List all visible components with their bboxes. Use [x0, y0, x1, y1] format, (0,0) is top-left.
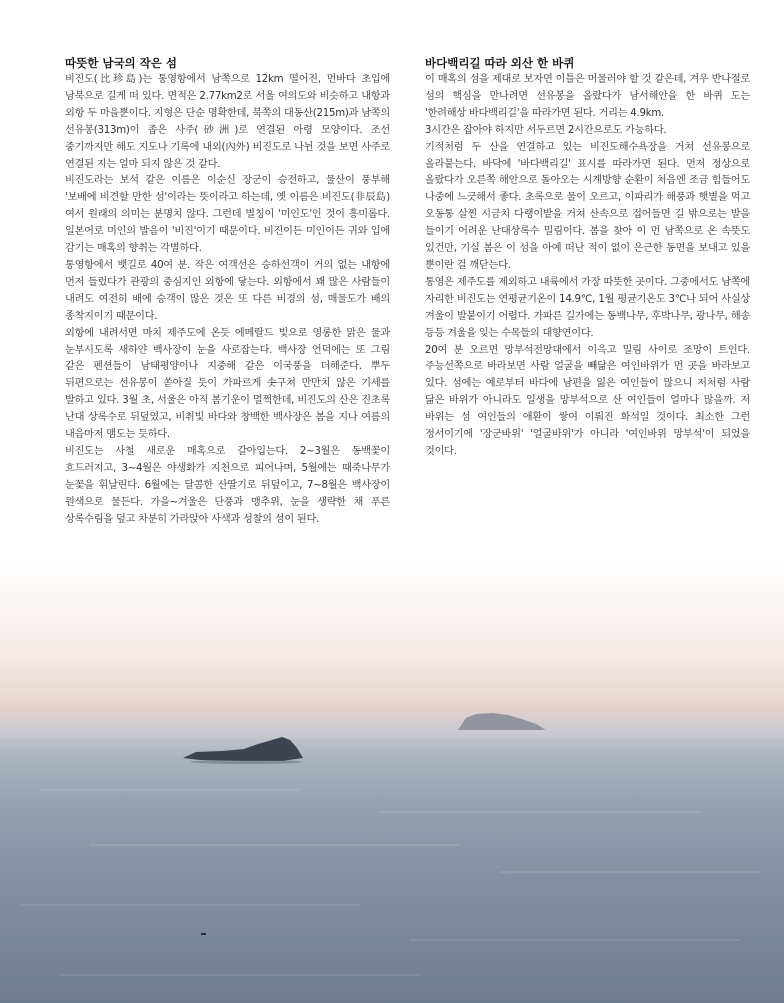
island-reflection — [190, 760, 302, 764]
left-paragraph: 통영항에서 뱃길로 40여 분. 작은 여객선은 승하선객이 거의 없는 내항에 먼저 들렀다가 관광의 중심지인 외항에 닿는다. 외항에서 꽤 많은 사람들이 내려도 여전히 배에 승객이 많은 것은 또 다른 비경의 섬, 매물도가 배의 종착지이기 때문이다. — [65, 259, 390, 322]
right-paragraph: 이 매혹의 섬을 제대로 보자면 이틀은 머물러야 할 것 같은데, 겨우 반나절로 섬의 핵심을 만나려면 선유봉을 올랐다가 남서해안을 한 바퀴 도는 '한려해상 바다백리길'을 따라가면 된다. 거리는 4.9km. — [425, 74, 750, 119]
right-paragraph: 20여 분 오르면 망부석전망대에서 이윽고 밀림 사이로 조망이 트인다. 주능선쪽으로 바라보면 사람 얼굴을 빼닮은 여인바위가 먼 곳을 바라보고 있다. 섬에는 예로부터 바다에 남편을 잃은 여인들이 많으니 저처럼 사람 닮은 바위가 아니라도 일생을 망부석으로 산 여인들이 얼마나 많을까. 저 바위는 섬 여인들의 애환이 쌓여 이뤄진 화석일 것이다. 최소한 그런 정서이기에 '장군바위' '얼굴바위'가 아니라 '여인바위 망부석'이 되었을 것이다. — [425, 344, 750, 457]
left-paragraph: 외항에 내려서면 마치 제주도에 온듯 에메랄드 빛으로 영롱한 맑은 물과 눈부시도록 새하얀 백사장이 눈을 사로잡는다. 백사장 언덕에는 또 그림 같은 펜션들이 남태평양이나 지중해 같은 이국풍을 더해준다. 뿌두 뒤편으로는 선유봉이 쏟아질 듯이 가파르게 솟구쳐 만만치 않은 기세를 발하고 있다. 3월 초, 서울은 아직 봄기운이 멀쩍한데, 비진도의 산은 진초록 난대 상록수로 뒤덮였고, 비취빛 바다와 창백한 백사장은 봄을 지나 여름의 내음마저 맴도는 듯하다. — [65, 327, 390, 441]
left-paragraph: 비진도는 사철 새로운 매혹으로 갈아입는다. 2~3월은 동백꽃이 흐드러지고, 3~4월은 야생화가 지천으로 피어나며, 5월에는 때죽나무가 눈꽃을 휘날린다. 6월에는 달콤한 산딸기로 뒤덮이고, 7~8월은 백사장이 원색으로 물든다. 가을~겨울은 단풍과 맹추위, 눈을 생략한 채 푸른 상록수림을 덮고 차분히 가라앉아 사색과 성찰의 섬이 된다. — [65, 445, 390, 525]
right-column-heading: 바다백리길 따라 외산 한 바퀴 — [425, 56, 575, 70]
small-boat — [201, 933, 206, 935]
left-paragraph: 비진도라는 보석 같은 이름은 이순신 장군이 승전하고, 물산이 풍부해 '보배에 비견할 만한 섬'이라는 뜻이라고 하는데, 옛 이름은 비진도(非辰島)여서 원래의 의미는 분명치 않다. 그런데 별칭이 '미인도'인 것이 흥미롭다. 일본어로 미인의 발음이 '비진'이기 때문이다. 비진이든 미인이든 귀와 입에 감기는 매혹의 향취는 각별하다. — [65, 175, 390, 255]
near-island — [183, 737, 303, 761]
right-paragraph: 기적처럼 두 산을 연결하고 있는 비진도해수욕장을 거쳐 선유봉으로 올라붙는다. 바닥에 '바다백리길' 표시를 따라가면 된다. 먼저 정상으로 올랐다가 오른쪽 해안으로 돌아오는 시계방향 순환이 처음엔 조금 힘들어도 나중에 느긋해서 좋다. 초록으로 물이 오르고, 이파리가 해풍과 햇볕을 먹고 오동통 살찐 시금치 다랭이밭을 거쳐 산속으로 접어들면 길 밖으로는 발을 들이기 어려운 난대상록수 밀림이다. 봄을 찾아 이 먼 남쪽으로 온 속뜻도 있건만, 기실 봄은 이 섬을 아예 떠난 적이 없이 은근한 동면을 보내고 있을 뿐이란 걸 깨닫는다. — [425, 141, 750, 271]
right-paragraph: 통영은 제주도를 제외하고 내륙에서 가장 따뜻한 곳이다. 그중에서도 남쪽에 자리한 비진도는 연평균기온이 14.9℃, 1월 평균기온도 3℃나 되어 사실상 겨울이 발붙이기 어렵다. 가파른 길가에는 동백나무, 후박나무, 광나무, 해송 등등 겨울을 잊는 수목들의 대향연이다. — [425, 276, 750, 339]
water-ripples — [20, 790, 760, 975]
left-paragraph: 비진도(比珍島)는 통영항에서 남쪽으로 12km 떨어진, 먼바다 초입에 남북으로 길게 떠 있다. 면적은 2.77km2로 서울 여의도와 비슷하고 내항과 외항 두 마을뿐이다. 지형은 단순 명확한데, 북쪽의 대동산(215m)과 남쪽의 선유봉(313m)이 좁은 사주(砂洲)로 연결된 아령 모양이다. 조선 중기까지만 해도 지도나 기록에 내외(內外) 비진도로 나뉜 것을 보면 사주로 연결된 지는 얼마 되지 않은 것 같다. — [65, 74, 390, 170]
left-column-heading: 따뜻한 남국의 작은 섬 — [65, 56, 177, 70]
right-paragraph: 3시간은 잡아야 하지만 서두르면 2시간으로도 가능하다. — [425, 124, 667, 136]
right-column — [425, 55, 750, 461]
horizon-haze — [0, 712, 784, 738]
left-column — [65, 55, 390, 528]
